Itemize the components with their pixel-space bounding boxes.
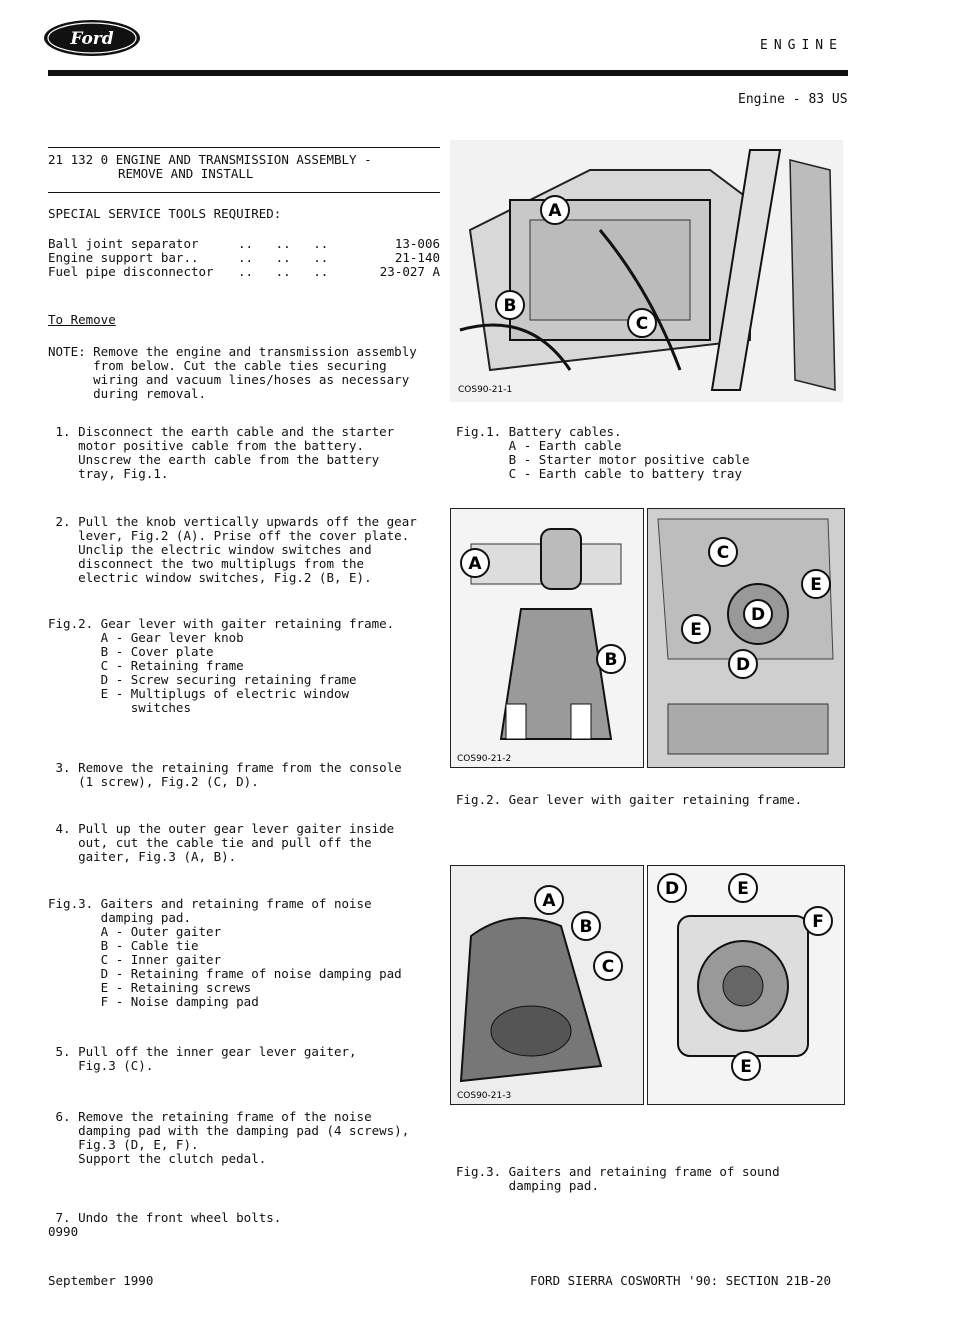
document-code: 0990 (48, 1224, 79, 1239)
fig3-label-d: D (664, 879, 680, 899)
step-3: 3. Remove the retaining frame from the console (1 screw), Fig.2 (C, D). (55, 760, 402, 789)
step-1: 1. Disconnect the earth cable and the starter motor positive cable from the battery. Unscrew the earth cable from the battery tray, Fig.1. (55, 424, 395, 481)
title-top-rule (48, 147, 440, 148)
step-6: 6. Remove the retaining frame of the noise damping pad with the damping pad (4 screws), Fig.3 (D, E, F). Support the clutch pedal. (55, 1109, 410, 1166)
tools-list (48, 237, 440, 279)
fig3-caption: Fig.3. Gaiters and retaining frame of sound damping pad. (456, 1164, 780, 1193)
footer-date: September 1990 (48, 1273, 154, 1288)
fig2-label-b: B (604, 650, 618, 670)
fig1-caption: Fig.1. Battery cables. A - Earth cable B - Starter motor positive cable C - Earth cable to battery tray (456, 424, 750, 481)
footer-publication: FORD SIERRA COSWORTH '90: SECTION 21B-20 (530, 1273, 832, 1288)
fig2-label-d: D (735, 655, 751, 675)
tool-row: Fuel pipe disconnector .. .. .. 23-027 A (48, 264, 440, 279)
fig3-label-f: F (812, 912, 824, 932)
note-paragraph: NOTE: Remove the engine and transmission assembly from below. Cut the cable ties securing wiring and vacuum lines/hoses as necessary during removal. (48, 344, 417, 401)
figure-2-gear-lever (450, 508, 644, 768)
svg-text:Ford: Ford (70, 29, 114, 49)
fig2-label-e-right: E (810, 575, 822, 595)
procedure-number: 21 132 0 (48, 152, 109, 167)
title-bottom-rule (48, 192, 440, 193)
figure-2-console-detail (647, 508, 845, 768)
fig3-legend: Fig.3. Gaiters and retaining frame of noise damping pad. A - Outer gaiter B - Cable tie C - Inner gaiter D - Retaining frame of noise damping pad E - Retaining screws F - Noise damping pad (48, 896, 402, 1009)
fig3-label-c: C (601, 957, 615, 977)
step-2: 2. Pull the knob vertically upwards off the gear lever, Fig.2 (A). Prise off the cover plate. Unclip the electric window switches and disconnect the two multiplugs from the electric window switches, Fig.2 (B, E). (55, 514, 417, 585)
fig1-id: COS90-21-1 (458, 385, 513, 395)
step-5: 5. Pull off the inner gear lever gaiter, Fig.3 (C). (55, 1044, 357, 1073)
step-7: 7. Undo the front wheel bolts. (48, 1210, 282, 1225)
ford-logo (42, 18, 142, 58)
fig3-label-a: A (542, 891, 556, 911)
tools-heading: SPECIAL SERVICE TOOLS REQUIRED: (48, 206, 282, 221)
fig3-label-e-top: E (737, 879, 749, 899)
page-reference: Engine - 83 US (738, 92, 848, 107)
to-remove-heading: To Remove (48, 312, 116, 327)
figure-3-gaiters (450, 865, 644, 1105)
step-4: 4. Pull up the outer gear lever gaiter inside out, cut the cable tie and pull off the gaiter, Fig.3 (A, B). (55, 821, 395, 864)
fig3-label-e-bottom: E (740, 1057, 752, 1077)
procedure-title-line2: REMOVE AND INSTALL (118, 166, 254, 181)
fig2-label-e-left: E (690, 620, 702, 640)
figure-1-battery-cables (450, 140, 843, 402)
fig2-caption: Fig.2. Gear lever with gaiter retaining frame. (456, 792, 803, 807)
fig2-label-d-screw: D (750, 605, 766, 625)
fig1-label-b: B (503, 296, 517, 316)
figure-3-damping-pad (647, 865, 845, 1105)
fig1-label-a: A (548, 201, 562, 221)
fig2-id: COS90-21-2 (457, 754, 512, 764)
fig2-legend: Fig.2. Gear lever with gaiter retaining frame. A - Gear lever knob B - Cover plate C - Retaining frame D - Screw securing retaining frame E - Multiplugs of electric window switches (48, 616, 395, 715)
header-rule (48, 70, 848, 76)
fig2-label-a: A (468, 554, 482, 574)
fig3-label-b: B (579, 917, 593, 937)
fig2-label-c: C (716, 543, 730, 563)
tool-row: Engine support bar.. .. .. .. 21-140 (48, 250, 440, 265)
fig3-id: COS90-21-3 (457, 1091, 512, 1101)
tool-row: Ball joint separator .. .. .. 13-006 (48, 236, 440, 251)
procedure-title: 21 132 0 ENGINE AND TRANSMISSION ASSEMBLY - (48, 152, 372, 167)
section-name: ENGINE (760, 38, 843, 53)
fig1-label-c: C (635, 314, 649, 334)
